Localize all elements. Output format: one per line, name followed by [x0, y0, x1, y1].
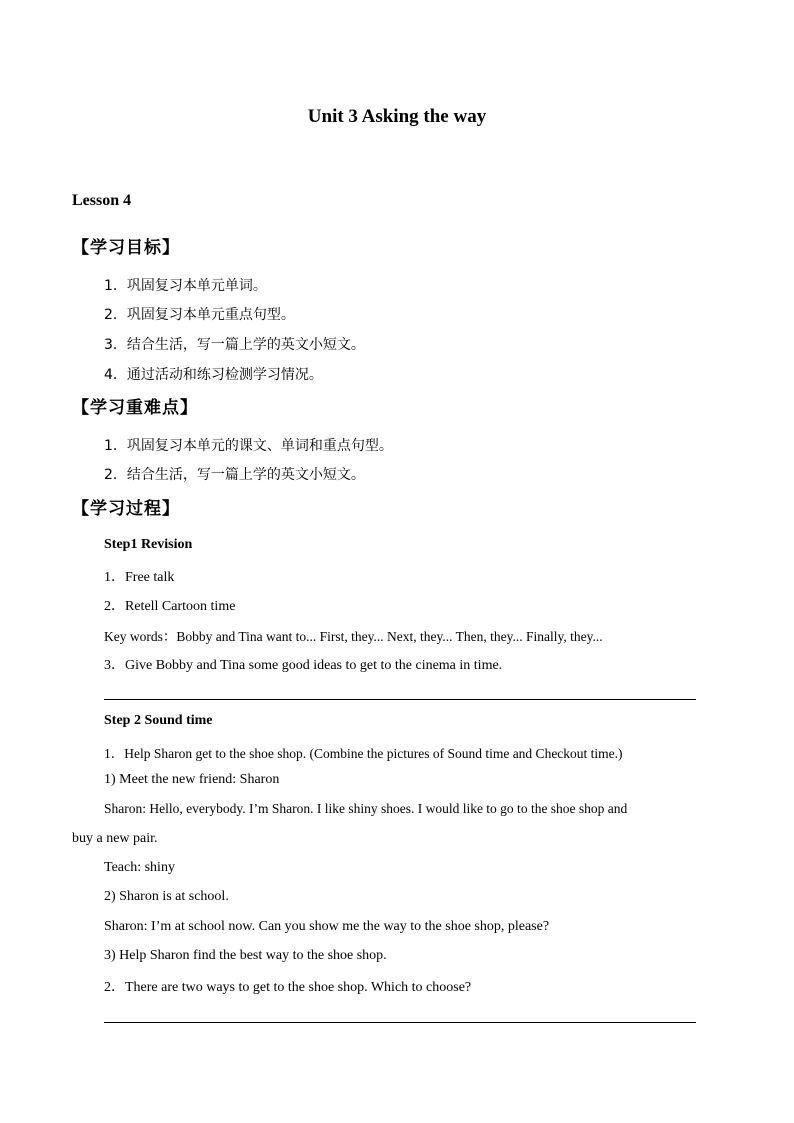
step2-line: Sharon: Hello, everybody. I’m Sharon. I like shiny shoes. I would like to go to the shoe shop and	[104, 801, 628, 816]
step1-line: 1．Free talk	[104, 570, 175, 585]
step2-line: 2．There are two ways to get to the shoe shop. Which to choose?	[104, 980, 472, 995]
objective-item: 2．巩固复习本单元重点句型。	[104, 307, 295, 323]
step2-line: 1) Meet the new friend: Sharon	[104, 772, 280, 787]
answer-line	[104, 699, 696, 700]
key-point-item: 2．结合生活，写一篇上学的英文小短文。	[104, 467, 365, 483]
step2-line: 2) Sharon is at school.	[104, 889, 229, 904]
step1-title: Step1 Revision	[104, 537, 193, 552]
objective-item: 3．结合生活，写一篇上学的英文小短文。	[104, 337, 365, 353]
lesson-label: Lesson 4	[72, 192, 132, 209]
step2-line: 1．Help Sharon get to the shoe shop. (Combine the pictures of Sound time and Checkout time.)	[104, 746, 623, 761]
step2-title: Step 2 Sound time	[104, 713, 213, 728]
answer-line	[104, 1022, 696, 1023]
key-points-heading: 【学习重难点】	[72, 398, 198, 418]
step2-line: Sharon: I’m at school now. Can you show me the way to the shoe shop, please?	[104, 919, 550, 934]
step1-key-words: Key words：Bobby and Tina want to... First, they... Next, they... Then, they... Finally, they...	[104, 629, 603, 644]
process-heading: 【学习过程】	[72, 499, 180, 519]
objective-item: 1．巩固复习本单元单词。	[104, 278, 267, 294]
objective-item: 4．通过活动和练习检测学习情况。	[104, 367, 323, 383]
key-point-item: 1．巩固复习本单元的课文、单词和重点句型。	[104, 438, 393, 454]
step2-line: 3) Help Sharon find the best way to the shoe shop.	[104, 948, 387, 963]
step1-line: 2．Retell Cartoon time	[104, 599, 236, 614]
objectives-heading: 【学习目标】	[72, 238, 180, 258]
page-title: Unit 3 Asking the way	[307, 106, 487, 127]
step1-line: 3．Give Bobby and Tina some good ideas to get to the cinema in time.	[104, 658, 503, 673]
step2-line: Teach: shiny	[104, 860, 175, 875]
step2-line: buy a new pair.	[72, 831, 158, 846]
